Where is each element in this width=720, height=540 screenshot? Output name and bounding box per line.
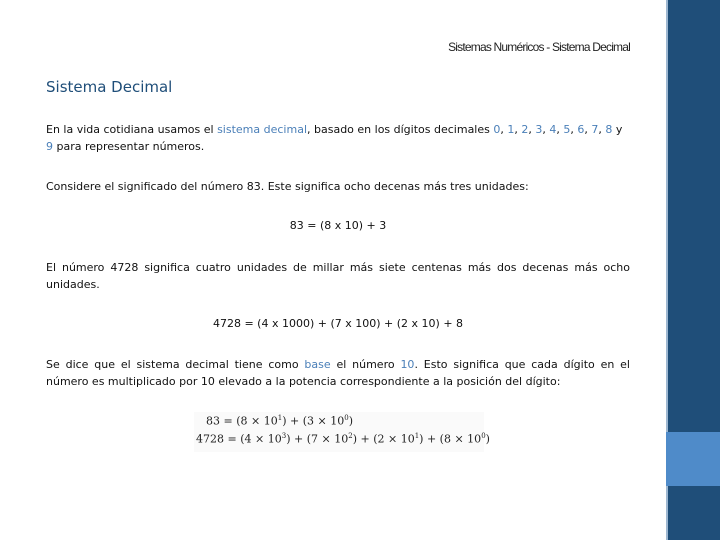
base-before: Se dice que el sistema decimal tiene como <box>46 358 305 371</box>
formula-term: 4 × 10 <box>244 432 282 446</box>
intro-after: para representar números. <box>53 140 205 153</box>
formula-term: 3 × 10 <box>307 414 345 428</box>
formula-exp: 3 <box>281 432 287 440</box>
paragraph-4728: El número 4728 significa cuatro unidades de millar más siete centenas más dos decenas más ocho unidades. <box>46 261 630 291</box>
digit-1: 1 <box>507 123 515 136</box>
formula-term: 2 × 10 <box>377 432 415 446</box>
formula-exp: 1 <box>414 432 420 440</box>
intro-and: y <box>612 123 623 136</box>
digit-0: 0 <box>493 123 501 136</box>
digit-8: 8 <box>605 123 613 136</box>
intro-mid: , basado en los dígitos decimales <box>307 123 494 136</box>
digit-4: 4 <box>549 123 557 136</box>
formula-term: 8 × 10 <box>240 414 278 428</box>
digit-2: 2 <box>521 123 529 136</box>
digit-5: 5 <box>563 123 571 136</box>
digit-7: 7 <box>591 123 599 136</box>
base-after: . Esto significa que cada dígito en el número es multiplicado por 10 elevado a la potencia correspondiente a la posición del dígito: <box>46 358 630 388</box>
base-mid: el número <box>330 358 401 371</box>
term-10: 10 <box>400 358 415 371</box>
formula-exp: 0 <box>481 432 486 440</box>
intro-before: En la vida cotidiana usamos el <box>46 123 218 136</box>
formula-row-83: $83 = (8 \times 10^1) + (3 \times 10^0)$ <box>206 414 353 428</box>
term-sistema-decimal: sistema decimal <box>217 123 307 136</box>
rail-accent-block <box>666 432 720 486</box>
formula-exp: 2 <box>348 432 353 440</box>
decorative-side-rail <box>666 0 720 540</box>
digit-6: 6 <box>577 123 585 136</box>
slide-title: Sistema Decimal <box>46 78 173 96</box>
paragraph-83: Considere el significado del número 83. Este significa ocho decenas más tres unidades: <box>46 180 529 193</box>
formula-image <box>194 412 490 452</box>
slide-header: Sistemas Numéricos - Sistema Decimal <box>448 40 630 54</box>
formula-exp: 0 <box>344 414 349 422</box>
formula-term: 8 × 10 <box>443 432 482 446</box>
equation-4728: 4728 = (4 x 1000) + (7 x 100) + (2 x 10) + 8 <box>212 317 464 330</box>
formula-lhs-4728: 4728 <box>196 432 224 446</box>
term-base: base <box>304 358 331 371</box>
paragraph-base <box>46 356 630 390</box>
equation-83: 83 = (8 x 10) + 3 <box>289 219 387 232</box>
digit-9: 9 <box>46 140 53 153</box>
formula-term: 7 × 10 <box>311 432 349 446</box>
digit-3: 3 <box>535 123 543 136</box>
formula-lhs-83: 83 <box>206 414 220 428</box>
paragraph-intro: En la vida cotidiana usamos el sistema decimal, basado en los dígitos decimales 0, 1, 2, 3, 4, 5, 6, 7, 8 y 9 para representar números. <box>46 123 623 153</box>
formula-exp: 1 <box>277 414 283 422</box>
formula-row-4728: $4728 = (4 \times 10^3) + (7 \times 10^2) + (2 \times 10^1) + (8 \times 10^0)$ <box>196 432 490 446</box>
